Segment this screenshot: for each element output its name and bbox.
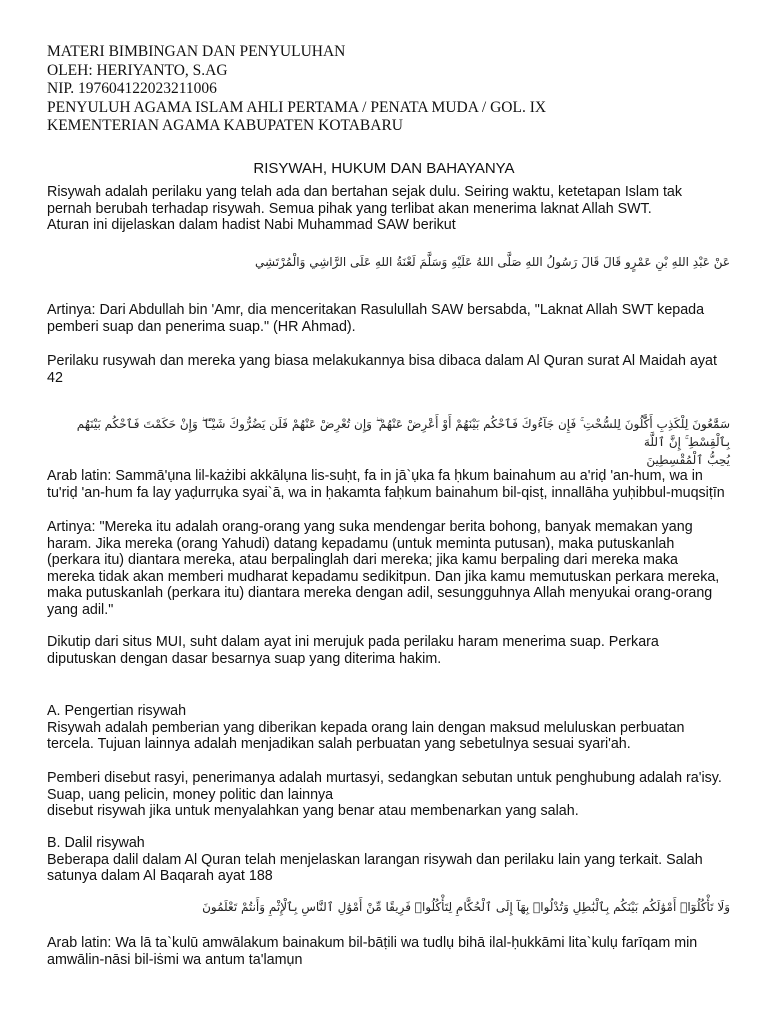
section-a-terms [47,770,737,820]
text-line: maka putuskanlah (perkara itu) diantara mereka dengan adil, sesungguhnya Allah menyukai orang-orang [47,585,713,602]
text-line: Aturan ini dijelaskan dalam hadist Nabi Muhammad SAW berikut [47,217,456,234]
maidah-intro [47,353,737,386]
maidah-latin [47,468,737,501]
text-line: Arab latin: Wa lā ta`kulū amwālakum bainakum bil-bāṭili wa tudlụ bihā ilal-ḥukkāmi lita`kulụ farīqam min [47,935,698,951]
text-line: satunya dalam Al Baqarah ayat 188 [47,868,273,885]
header-line: NIP. 197604122023211006 [47,80,217,97]
section-heading: B. Dalil risywah [47,835,145,851]
text-line: diputuskan dengan dasar besarnya suap yang diterima hakim. [47,650,442,667]
text-line: Risywah adalah perilaku yang telah ada dan bertahan sejak dulu. Seiring waktu, ketetapan Islam tak [47,184,683,200]
text-line: Artinya: "Mereka itu adalah orang-orang yang suka mendengar berita bohong, banyak memakan yang [47,519,693,535]
arabic-line: يُحِبُّ ٱلْمُقْسِطِينَ [646,453,730,467]
text-line: Beberapa dalil dalam Al Quran telah menjelaskan larangan risywah dan perilaku lain yang terkait. Salah [47,851,703,868]
header-line: MATERI BIMBINGAN DAN PENYULUHAN [47,43,346,60]
text-line: amwālin-nāsi bil-iṡmi wa antum ta'lamụn [47,951,303,968]
text-line: yang adil." [47,601,114,618]
header-line: KEMENTERIAN AGAMA KABUPATEN KOTABARU [47,117,403,134]
text-line: 42 [47,369,63,386]
hadith-meaning [47,302,737,335]
section-b [47,835,737,885]
text-line: Risywah adalah pemberian yang diberikan kepada orang lain dengan maksud meluluskan perbuatan [47,719,685,736]
document-title: RISYWAH, HUKUM DAN BAHAYANYA [253,160,515,177]
text-line: Dikutip dari situs MUI, suht dalam ayat ini merujuk pada perilaku haram menerima suap. Perkara [47,634,659,650]
hadith-arabic-text: عَنْ عَبْدِ اللهِ بْنِ عَمْرٍو قَالَ قَالَ رَسُولُ اللهِ صَلَّى اللهُ عَلَيْهِ وَسَلَّمَ لَعْنَةُ اللهِ عَلَى الرَّاشِي وَالْمُرْتَشِي [255,255,730,269]
baqarah-latin [47,935,737,968]
maidah-meaning [47,519,737,619]
text-line: tu'riḍ 'an-hum fa lay yaḍurrụka syai`ā, wa in ḥakamta faḥkum bainahum bil-qisṭ, innallāha yuḥibbul-muqsiṭīn [47,484,725,501]
text-line: (perkara itu) diantara mereka, atau berpalinglah dari mereka; jika kamu berpaling dari mereka maka [47,552,678,569]
section-heading: A. Pengertian risywah [47,703,187,719]
baqarah-arabic-text: وَلَا تَأْكُلُوٓا۟ أَمْوَٰلَكُم بَيْنَكُم بِٱلْبَٰطِلِ وَتُدْلُوا۟ بِهَآ إِلَى ٱلْحُكَّامِ لِتَأْكُلُوا۟ فَرِيقًا مِّنْ أَمْوَٰلِ ٱلنَّاسِ بِٱلْإِثْمِ وَأَنتُمْ تَعْلَمُونَ [202,900,730,914]
text-line: pemberi suap dan penerima suap." (HR Ahmad). [47,318,356,335]
text-line: Perilaku rusywah dan mereka yang biasa melakukannya bisa dibaca dalam Al Quran surat Al Maidah ayat [47,353,717,369]
mui-note [47,634,737,667]
text-line: Arab latin: Sammā'ụna lil-każibi akkālụna lis-suḥt, fa in jā`ụka fa ḥkum bainahum au a'riḍ 'an-hum, wa in [47,468,703,484]
text-line: Pemberi disebut rasyi, penerimanya adalah murtasyi, sedangkan sebutan untuk penghubung adalah ra'isy. [47,770,722,786]
document-header [47,43,727,136]
text-line: haram. Jika mereka (orang Yahudi) datang kepadamu (untuk meminta putusan), maka putuskanlah [47,535,675,552]
arabic-line: سَمَّٰعُونَ لِلْكَذِبِ أَكَّٰلُونَ لِلسُّحْتِ ۚ فَإِن جَآءُوكَ فَٱحْكُم بَيْنَهُمْ أَوْ أَعْرِضْ عَنْهُمْ ۖ وَإِن تُعْرِضْ عَنْهُمْ فَلَن يَضُرُّوكَ شَيْـًٔا ۖ وَإِنْ حَكَمْتَ فَٱحْكُم بَيْنَهُم بِٱلْقِسْطِ ۚ إِنَّ ٱللَّهَ [76,417,730,449]
text-line: Suap, uang pelicin, money politic dan lainnya [47,786,334,803]
section-a [47,703,737,753]
text-line: tercela. Tujuan lainnya adalah menjadikan salah perbuatan yang sebetulnya sesuai syari'ah. [47,736,631,753]
text-line: pernah berubah terhadap risywah. Semua pihak yang terlibat akan menerima laknat Allah SWT. [47,200,652,217]
text-line: mereka tidak akan memberi mudharat kepadamu sedikitpun. Dan jika kamu memutuskan perkara mereka, [47,568,720,585]
maidah-arabic-text [40,415,730,469]
text-line: Artinya: Dari Abdullah bin 'Amr, dia menceritakan Rasulullah SAW bersabda, "Laknat Allah SWT kepada [47,302,705,318]
header-line: PENYULUH AGAMA ISLAM AHLI PERTAMA / PENATA MUDA / GOL. IX [47,98,547,116]
text-line: disebut risywah jika untuk menyalahkan yang benar atau membenarkan yang salah. [47,803,579,820]
header-line: OLEH: HERIYANTO, S.AG [47,61,228,79]
intro-paragraph [47,184,737,234]
